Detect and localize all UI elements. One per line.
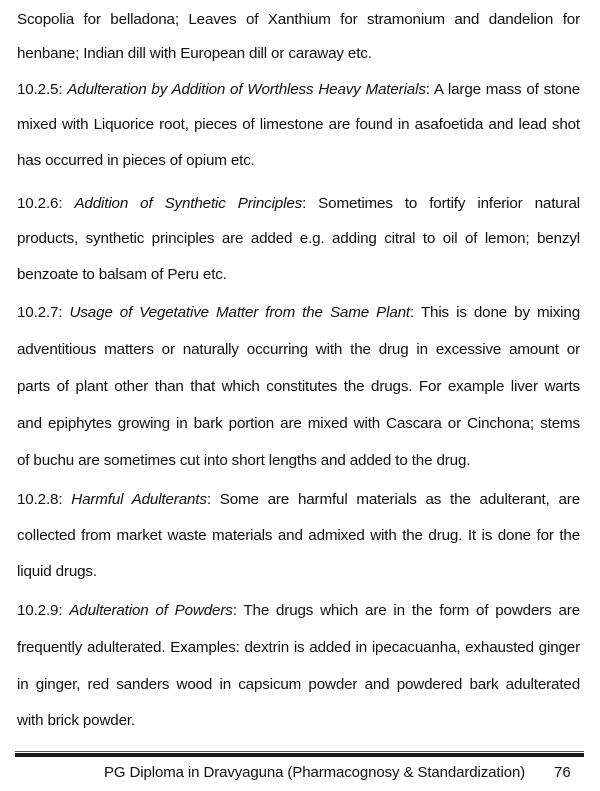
section-10-2-9-heading-line bbox=[17, 601, 580, 621]
section-text: : This is done by mixing bbox=[410, 304, 580, 321]
section-10-2-5-line: mixed with Liquorice root, pieces of limestone are found in asafoetida and lead shot bbox=[17, 116, 580, 133]
section-10-2-9-line: in ginger, red sanders wood in capsicum powder and powdered bark adulterated bbox=[17, 676, 580, 693]
section-number: 10.2.7: bbox=[17, 304, 63, 321]
section-text: : Some are harmful materials as the adulterant, are bbox=[206, 491, 581, 508]
section-10-2-8-line: collected from market waste materials and admixed with the drug. It is done for the bbox=[17, 527, 580, 544]
section-10-2-5-line: has occurred in pieces of opium etc. bbox=[17, 152, 255, 169]
footer-divider-thick bbox=[15, 753, 584, 757]
section-10-2-6-line: benzoate to balsam of Peru etc. bbox=[17, 266, 227, 283]
page-number: 76 bbox=[554, 764, 571, 781]
continuation-line-1: Scopolia for belladona; Leaves of Xanthium for stramonium and dandelion for bbox=[17, 11, 580, 28]
section-10-2-7-line: and epiphytes growing in bark portion are mixed with Cascara or Cinchona; stems bbox=[17, 415, 580, 432]
footer-divider-thin bbox=[15, 751, 584, 752]
section-10-2-8-heading-line bbox=[17, 490, 580, 510]
section-number: 10.2.9: bbox=[17, 602, 63, 619]
section-10-2-6-line: products, synthetic principles are added e.g. adding citral to oil of lemon; benzyl bbox=[17, 230, 580, 247]
section-number: 10.2.5: bbox=[17, 81, 63, 98]
section-heading: Harmful Adulterants bbox=[71, 491, 207, 508]
section-number: 10.2.8: bbox=[17, 491, 63, 508]
section-text: : The drugs which are in the form of powders are bbox=[232, 602, 580, 619]
section-10-2-7-line: of buchu are sometimes cut into short lengths and added to the drug. bbox=[17, 452, 471, 469]
section-10-2-6-heading-line bbox=[17, 194, 580, 214]
section-10-2-9-line: with brick powder. bbox=[17, 712, 136, 729]
section-10-2-7-line: parts of plant other than that which constitutes the drugs. For example liver warts bbox=[17, 378, 580, 395]
section-heading: Addition of Synthetic Principles bbox=[74, 195, 303, 212]
section-10-2-8-line: liquid drugs. bbox=[17, 563, 97, 580]
section-text: : Sometimes to fortify inferior natural bbox=[302, 195, 580, 212]
continuation-line-2: henbane; Indian dill with European dill or caraway etc. bbox=[17, 45, 372, 62]
section-number: 10.2.6: bbox=[17, 195, 63, 212]
section-heading: Usage of Vegetative Matter from the Same Plant bbox=[69, 304, 410, 321]
section-10-2-7-heading-line bbox=[17, 303, 580, 323]
section-heading: Adulteration by Addition of Worthless Heavy Materials bbox=[67, 81, 426, 98]
footer-title: PG Diploma in Dravyaguna (Pharmacognosy & Standardization) bbox=[104, 764, 526, 781]
section-text: : A large mass of stone bbox=[425, 81, 580, 98]
section-10-2-7-line: adventitious matters or naturally occurring with the drug in excessive amount or bbox=[17, 341, 580, 358]
section-heading: Adulteration of Powders bbox=[69, 602, 233, 619]
section-10-2-9-line: frequently adulterated. Examples: dextrin is added in ipecacuanha, exhausted ginger bbox=[17, 639, 580, 656]
section-10-2-5-heading-line bbox=[17, 80, 580, 100]
